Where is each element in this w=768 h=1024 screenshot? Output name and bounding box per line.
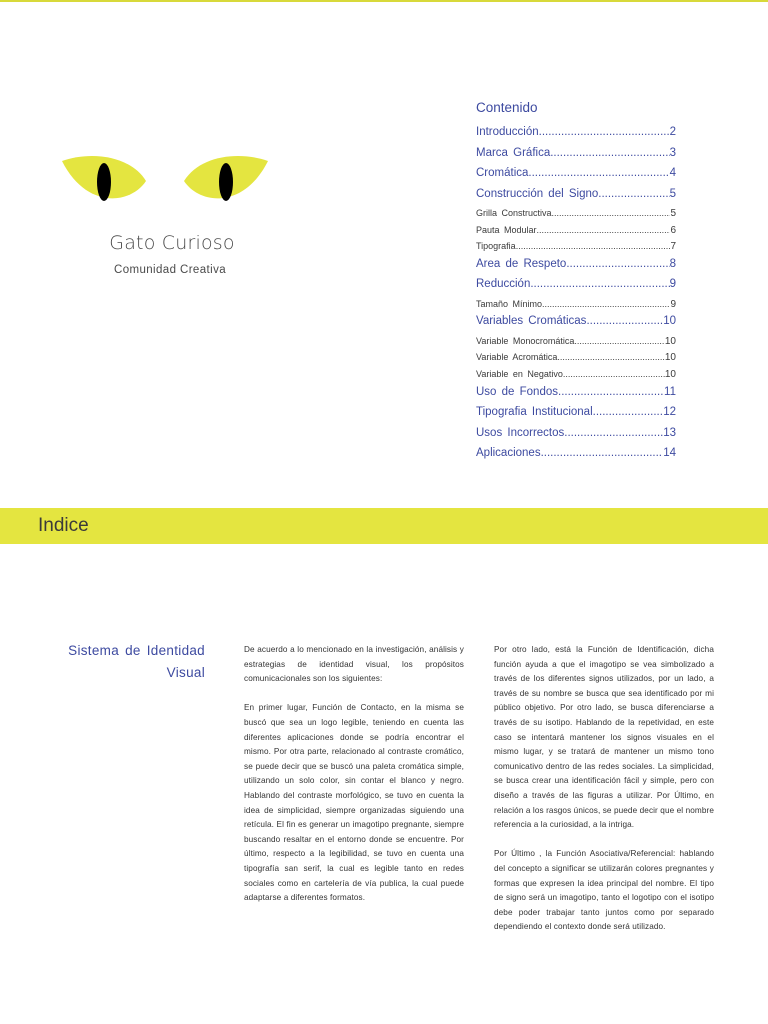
brand-tagline: Comunidad Creativa (113, 264, 227, 276)
toc-entry-page: 5 (670, 208, 676, 219)
toc-leader-dots (557, 352, 665, 362)
toc-entry-page: 9 (669, 278, 676, 291)
toc-leader-dots (593, 406, 664, 418)
toc-entry-label: Construcción del Signo (476, 187, 599, 200)
toc-leader-dots (550, 147, 669, 159)
toc-entry[interactable] (476, 369, 676, 386)
paragraph: De acuerdo a lo mencionado en la investigación, análisis y estrategias de identidad visual, los propósitos comunicacionales son los siguientes: (244, 645, 464, 684)
toc-entry-label: Tamaño Mínimo (476, 298, 543, 309)
toc-entry-label: Variable Monocromática (476, 335, 575, 346)
toc-entry[interactable] (476, 208, 676, 225)
section-title: Sistema de Identidad Visual (68, 643, 205, 680)
brand-name: Gato Curioso (109, 232, 235, 254)
toc-leader-dots (552, 208, 671, 218)
toc-entry-label: Area de Respeto (476, 257, 567, 270)
toc-entry-page: 5 (669, 187, 676, 200)
toc-entry-label: Grilla Constructiva (476, 208, 552, 218)
toc-leader-dots (516, 241, 671, 251)
cat-eye-right-icon (182, 155, 270, 207)
toc-entry[interactable] (476, 126, 676, 147)
toc-entry-page: 3 (669, 146, 676, 159)
band-title: Indice (38, 515, 89, 536)
toc-entry-page: 10 (664, 352, 676, 364)
toc-leader-dots (537, 225, 671, 235)
cat-eyes (60, 155, 305, 215)
toc-entry[interactable] (476, 427, 676, 448)
toc-entry[interactable] (476, 188, 676, 209)
toc-entry-page: 4 (669, 167, 676, 179)
toc-leader-dots (566, 258, 669, 270)
toc-entry[interactable] (476, 315, 676, 336)
toc-leader-dots (574, 336, 664, 346)
toc-entry-page: 13 (663, 426, 676, 439)
paragraph: Por otro lado, está la Función de Identificación, dicha función ayuda a que el imagotipo se vea simbolizado a través de los diferentes signos utilizados, por un lado, a través de su nombre se busca que sea identificado por mi público objetivo. Por otro lado, se busca diferenciarse a través de su isotipo. Hablando de la repetividad, en este caso se intentará mantener los signos visuales en el mismo lugar, y se tratará de mantener un mismo tono comunicativo dentro de las redes sociales. La simplicidad, se busca crear una identificación fácil y simple, pero con diseño a través de las figuras a utilizar. Por Último, en relación a los rasgos únicos, se puede decir que el nombre referencia a la curiosidad, a la intriga. (494, 645, 714, 830)
toc-title: Contenido (476, 100, 538, 115)
toc-entry-page: 8 (669, 257, 676, 270)
toc-leader-dots (539, 126, 670, 138)
toc-entry[interactable] (476, 406, 676, 427)
toc-entry-label: Cromática (476, 167, 529, 179)
toc-entry[interactable] (476, 299, 676, 316)
toc-entry[interactable] (476, 258, 676, 279)
toc-leader-dots (586, 315, 663, 327)
toc-entry-label: Variable en Negativo (476, 369, 563, 380)
toc-entry-label: Uso de Fondos (476, 385, 558, 398)
toc-entry[interactable] (476, 241, 676, 258)
toc-leader-dots (558, 386, 664, 398)
toc-entry-label: Tipografia (476, 241, 516, 252)
toc-entry-page: 14 (663, 447, 676, 460)
toc-entry-page: 11 (664, 385, 676, 398)
toc-entry-label: Aplicaciones (476, 447, 541, 460)
toc-entry-page: 9 (670, 298, 676, 310)
toc-entry[interactable] (476, 336, 676, 353)
text-column-left (244, 643, 464, 920)
top-accent-line (0, 0, 768, 2)
toc-entry-page: 6 (670, 224, 676, 236)
cat-eye-left-icon (60, 155, 148, 207)
text-column-right (494, 643, 714, 949)
table-of-contents (476, 100, 676, 468)
toc-leader-dots (564, 427, 663, 439)
toc-entry-page: 12 (663, 406, 676, 419)
toc-entry-label: Pauta Modular (476, 224, 537, 235)
toc-entry-page: 2 (669, 126, 676, 138)
toc-entry[interactable] (476, 225, 676, 242)
toc-entry[interactable] (476, 447, 676, 468)
toc-entry-label: Marca Gráfica (476, 146, 551, 159)
toc-entry-label: Introducción (476, 126, 539, 138)
brand-logo (60, 155, 305, 215)
toc-leader-dots (598, 188, 669, 200)
toc-entry[interactable] (476, 167, 676, 188)
paragraph: Por Último , la Función Asociativa/Referencial: hablando del concepto a significar se utilizarán colores pregnantes y formas que expresen la idea principal del nombre. El tipo de signo será un imagotipo, tanto el logotipo con el isotipo debe poder trabajar tanto juntos como por separado dependiendo el contexto donde será utilizado. (494, 849, 714, 932)
toc-entry-label: Reducción (476, 278, 531, 291)
toc-entry-page: 7 (670, 241, 676, 253)
toc-entry[interactable] (476, 386, 676, 407)
toc-entry-label: Variable Acromática (476, 352, 558, 363)
toc-leader-dots (530, 278, 669, 290)
toc-leader-dots (541, 447, 664, 459)
toc-entry[interactable] (476, 278, 676, 299)
toc-entry-page: 10 (664, 335, 676, 347)
toc-entry-page: 10 (664, 369, 676, 381)
paragraph: En primer lugar, Función de Contacto, en la misma se buscó que sea un logo legible, teniendo en cuenta las diferentes aplicaciones donde se podría encontrar el mismo. Por otra parte, relacionado al contraste cromático, se puede decir que se buscó una paleta cromática simple, utilizando un solo color, sin contar el blanco y negro. Hablando del contraste morfológico, se tuvo en cuenta la idea de simplicidad, siempre organizadas siguiendo una retícula. El fin es generar un imagotipo pregnante, siempre buscando resaltar en el entorno donde se encuentre. Por último, respecto a la legibilidad, se tuvo en cuenta una tipografía san serif, la cual es legible tanto en redes sociales como en cartelería de vía publica, la cual puede adaptarse a diferentes formatos. (244, 703, 464, 903)
toc-leader-dots (542, 299, 670, 309)
section-band (0, 508, 768, 544)
toc-entry[interactable] (476, 352, 676, 369)
toc-entry[interactable] (476, 147, 676, 168)
toc-leader-dots (563, 369, 665, 379)
toc-list (476, 126, 676, 468)
toc-entry-label: Tipografia Institucional (476, 406, 593, 419)
toc-entry-label: Variables Cromáticas (476, 315, 587, 328)
toc-leader-dots (528, 167, 669, 179)
toc-entry-label: Usos Incorrectos (476, 426, 565, 439)
toc-entry-page: 10 (663, 315, 676, 328)
